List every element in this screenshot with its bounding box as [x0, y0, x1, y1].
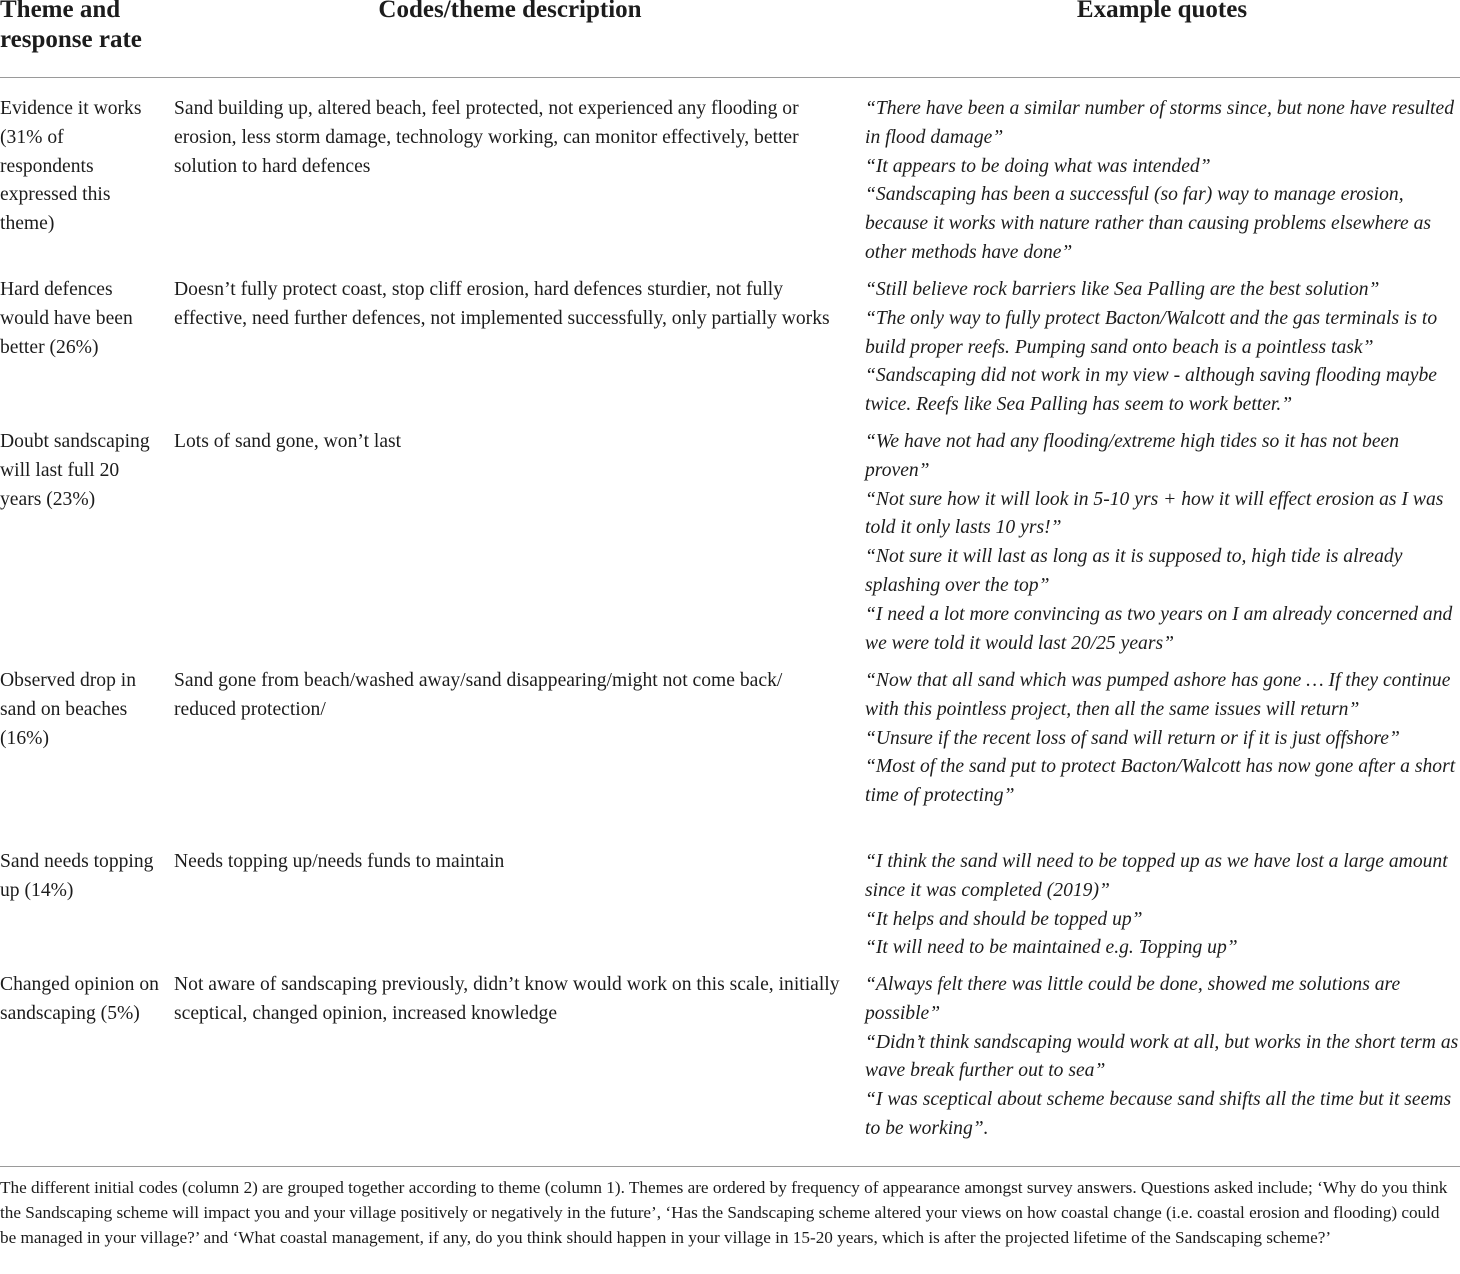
codes-cell: Sand gone from beach/washed away/sand disappearing/might not come back/ reduced protection/	[174, 670, 783, 720]
codes-cell: Not aware of sandscaping previously, didn’t know would work on this scale, initially sceptical, changed opinion, increased knowledge	[174, 974, 840, 1024]
header-codes: Codes/theme description	[378, 0, 642, 23]
quotes-cell	[865, 848, 1460, 963]
quote: “Didn’t think sandscaping would work at all, but works in the short term as wave break further out to sea”	[865, 1031, 1459, 1082]
quote: “Now that all sand which was pumped ashore has gone … If they continue with this pointless project, then all the same issues will return”	[865, 670, 1451, 720]
quotes-cell	[865, 276, 1460, 420]
quotes-cell	[865, 428, 1460, 658]
quote: “I think the sand will need to be topped up as we have lost a large amount since it was completed (2019)”	[865, 851, 1448, 901]
header-theme: Theme and response rate	[0, 0, 142, 53]
quote: “Not sure it will last as long as it is supposed to, high tide is already splashing over the top”	[865, 546, 1403, 596]
table-header	[0, 0, 1460, 78]
quote: “I was sceptical about scheme because sand shifts all the time but it seems to be working”.	[865, 1089, 1452, 1139]
quote: “Unsure if the recent loss of sand will return or if it is just offshore”	[865, 727, 1400, 749]
theme-cell: Changed opinion on sandscaping (5%)	[0, 974, 159, 1024]
quotes-cell	[865, 95, 1460, 268]
quote: “The only way to fully protect Bacton/Walcott and the gas terminals is to build proper reefs. Pumping sand onto beach is a pointless task”	[865, 307, 1438, 358]
quote: “Most of the sand put to protect Bacton/Walcott has now gone after a short time of protecting”	[865, 756, 1456, 807]
quote: “It will need to be maintained e.g. Topping up”	[865, 937, 1238, 959]
theme-cell: Sand needs topping up (14%)	[0, 851, 154, 901]
codes-cell: Sand building up, altered beach, feel protected, not experienced any flooding or erosion, less storm damage, technology working, can monitor effectively, better solution to hard defences	[174, 98, 799, 177]
quote: “Not sure how it will look in 5-10 yrs + how it will effect erosion as I was told it only lasts 10 yrs!”	[865, 488, 1444, 539]
theme-cell: Evidence it works (31% of respondents expressed this theme)	[0, 98, 142, 235]
theme-cell: Hard defences would have been better (26%)	[0, 279, 133, 358]
codes-cell: Needs topping up/needs funds to maintain	[174, 851, 505, 872]
quote: “Sandscaping has been a successful (so far) way to manage erosion, because it works with nature rather than causing problems elsewhere as other methods have done”	[865, 184, 1431, 263]
quote: “It helps and should be topped up”	[865, 908, 1143, 930]
quote: “I need a lot more convincing as two years on I am already concerned and we were told it would last 20/25 years”	[865, 603, 1453, 654]
theme-cell: Observed drop in sand on beaches (16%)	[0, 670, 137, 749]
quote: “It appears to be doing what was intended”	[865, 155, 1211, 177]
header-quotes: Example quotes	[1076, 0, 1248, 23]
codes-cell: Doesn’t fully protect coast, stop cliff erosion, hard defences sturdier, not fully effective, need further defences, not implemented successfully, only partially works	[174, 279, 830, 329]
theme-cell: Doubt sandscaping will last full 20 years (23%)	[0, 431, 150, 510]
quotes-cell	[865, 667, 1460, 811]
quotes-cell	[865, 971, 1460, 1144]
quote: “We have not had any flooding/extreme high tides so it has not been proven”	[865, 431, 1400, 481]
quote: “Still believe rock barriers like Sea Palling are the best solution”	[865, 279, 1380, 300]
quote: “There have been a similar number of storms since, but none have resulted in flood damage”	[865, 98, 1454, 148]
table-footnote: The different initial codes (column 2) are grouped together according to theme (column 1). Themes are ordered by frequency of appearance amongst survey answers. Questions asked include; ‘Why do you think the Sandscaping scheme will impact you and your village positively or negatively in the future’, ‘Has the Sandscaping scheme altered your views on how coastal change (i.e. coastal erosion and flooding) could be managed in your village?’ and ‘What coastal management, if any, do you think should happen in your village in 15-20 years, which is after the projected lifetime of the Sandscaping scheme?’	[0, 1166, 1460, 1250]
quote: “Sandscaping did not work in my view - although saving flooding maybe twice. Reefs like Sea Palling has seem to work better.”	[865, 365, 1437, 416]
codes-cell: Lots of sand gone, won’t last	[174, 431, 402, 452]
quote: “Always felt there was little could be done, showed me solutions are possible”	[865, 974, 1401, 1024]
